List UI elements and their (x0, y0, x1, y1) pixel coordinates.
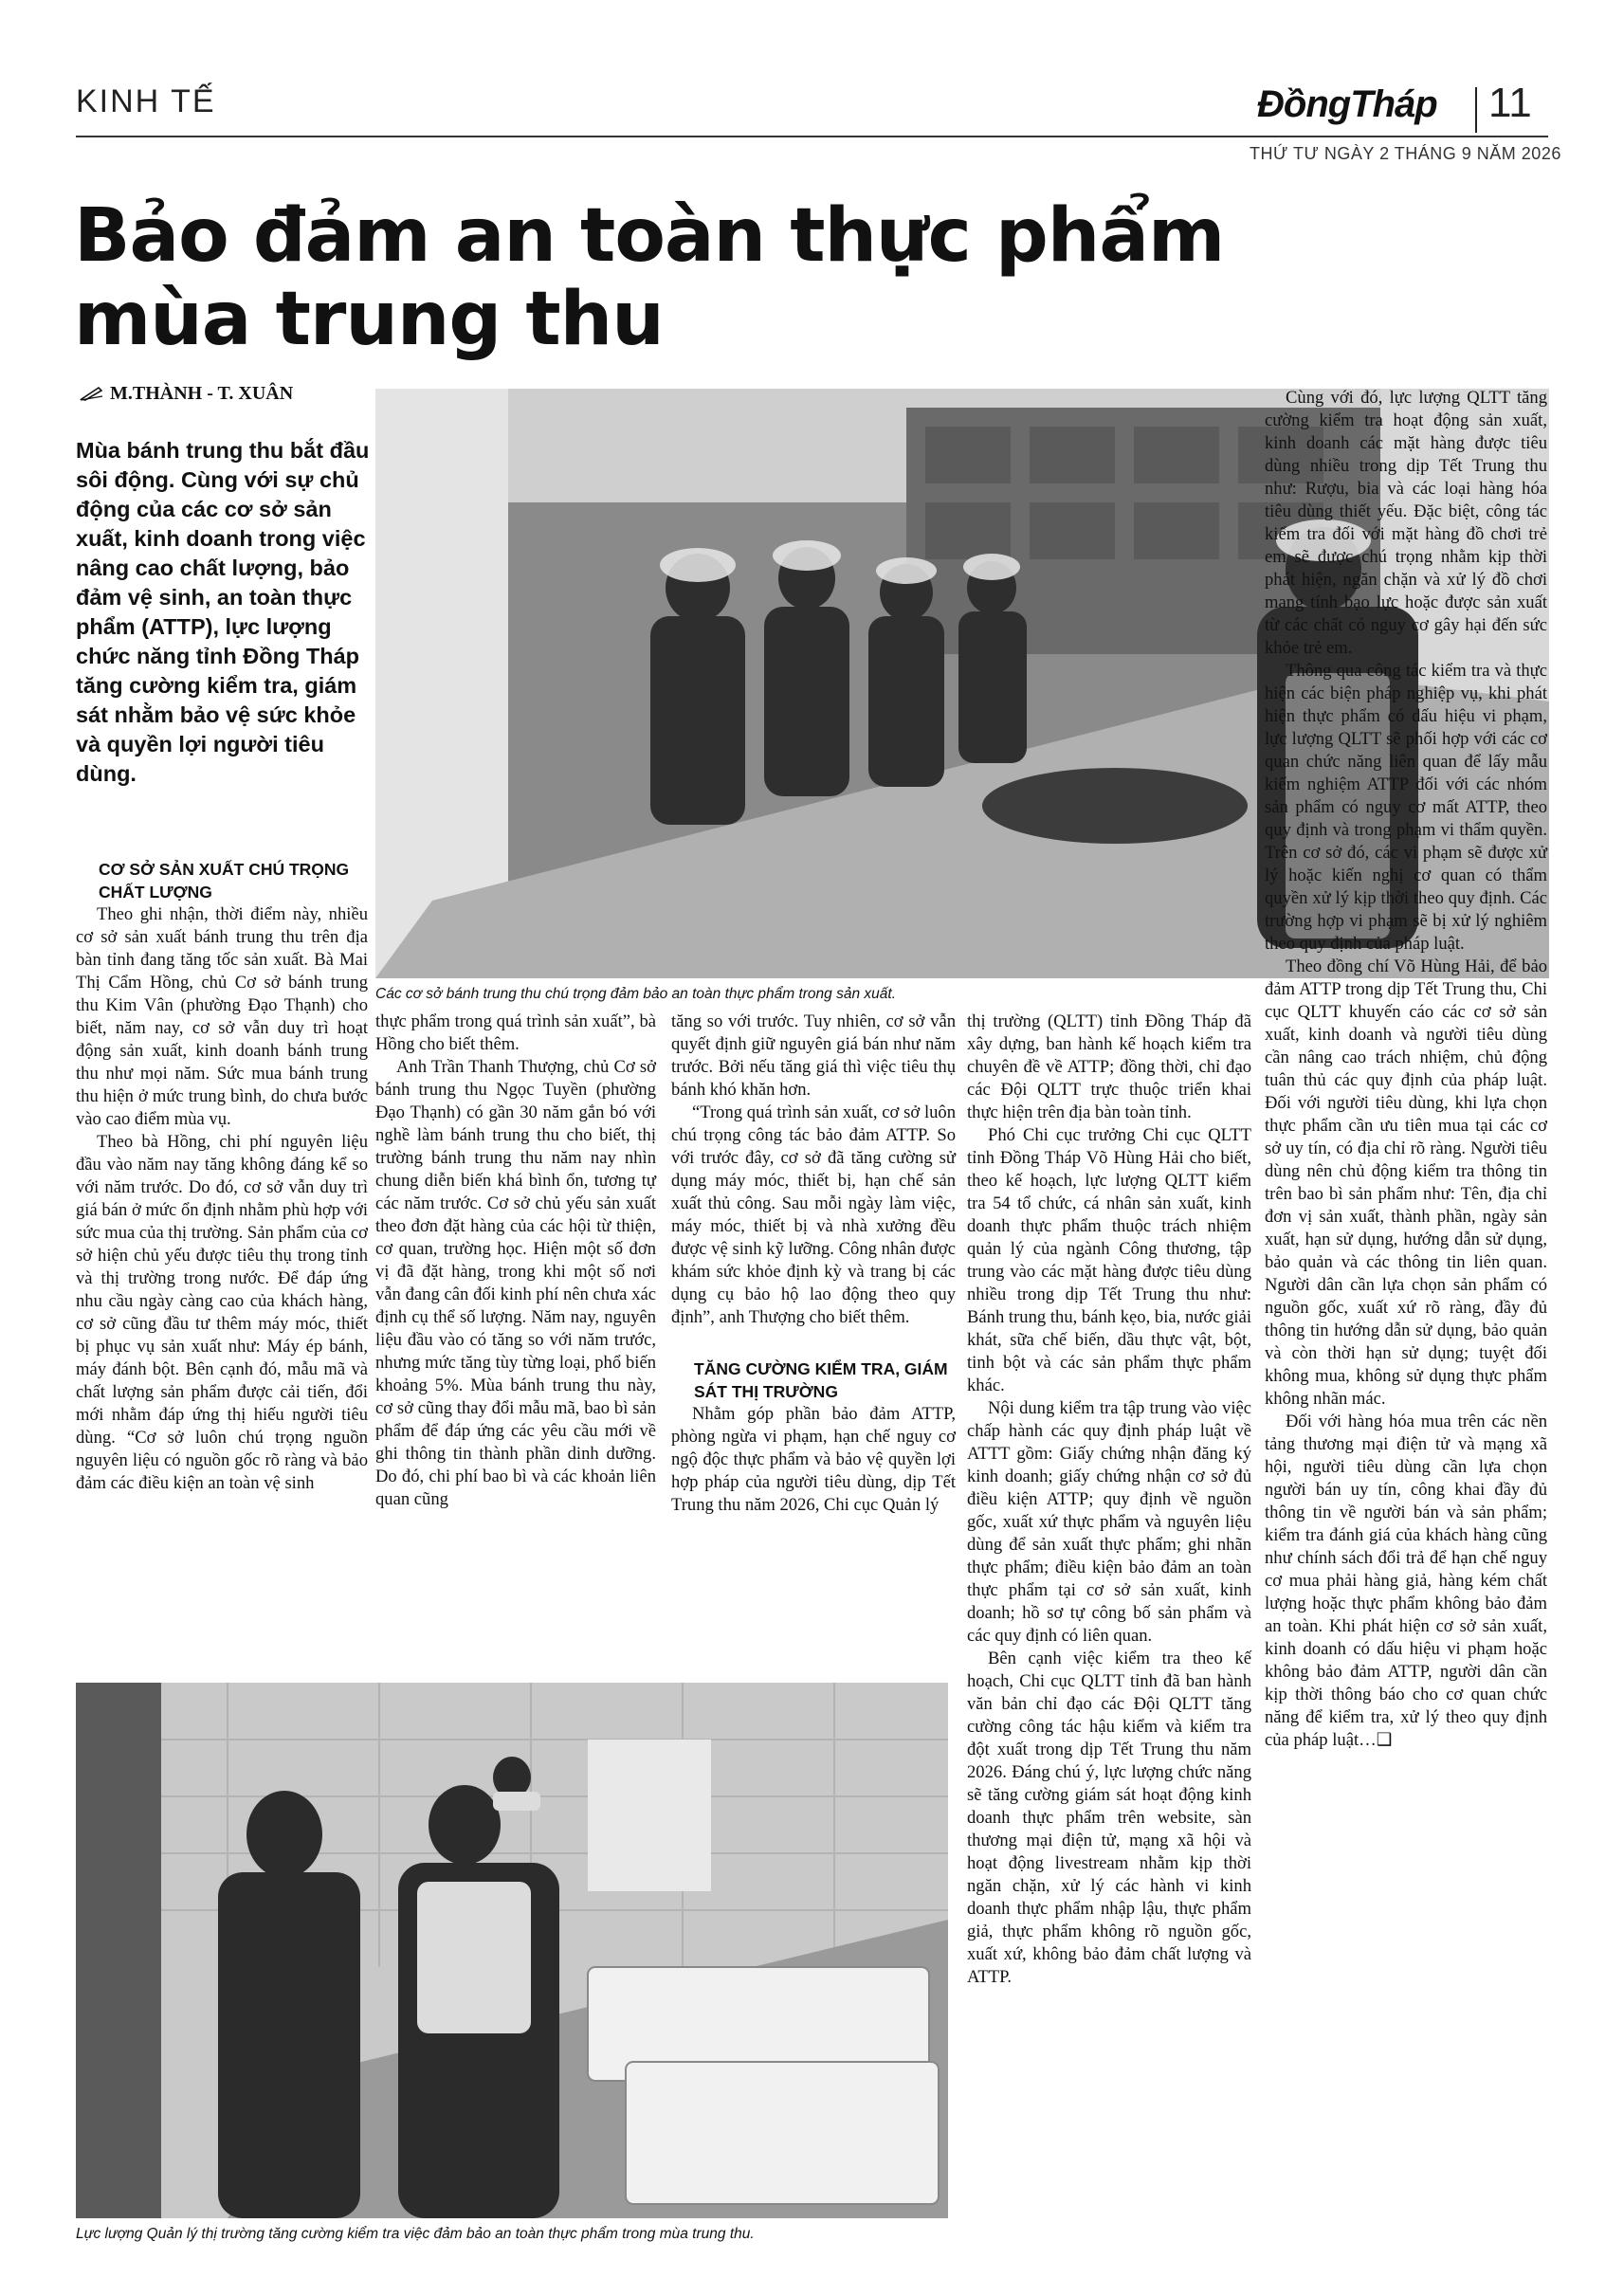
column-1-text (76, 903, 368, 1495)
masthead-logo: ĐồngTháp (1257, 83, 1437, 125)
paragraph: Phó Chi cục trưởng Chi cục QLTT tỉnh Đồng Tháp Võ Hùng Hải cho biết, theo kế hoạch, lực lượng QLTT kiểm tra 54 tổ chức, cá nhân sản xuất, kinh doanh thực phẩm thuộc trách nhiệm quản lý của ngành Công thương, tập trung vào các mặt hàng được tiêu dùng nhiều trong dịp Tết Trung thu như: Bánh trung thu, bánh kẹo, bia, nước giải khát, sữa chế biến, dầu thực vật, bột, tinh bột và các sản phẩm thực phẩm khác. (967, 1125, 1251, 1395)
paragraph: Anh Trần Thanh Thượng, chủ Cơ sở bánh trung thu Ngọc Tuyền (phường Đạo Thạnh) có gần 30 năm gắn bó với nghề làm bánh trung thu cho biết, thị trường bánh trung thu năm nay nhìn chung diễn biến khá bình ổn, tương tự các năm trước. Cơ sở chủ yếu sản xuất theo đơn đặt hàng của các hội từ thiện, cơ quan, trường học. Hiện một số đơn vị đã đặt hàng, trong khi một số nơi vẫn đang cân đối kinh phí nên chưa xác định cụ thể số lượng. Năm nay, nguyên liệu đầu vào có tăng so với năm trước, nhưng mức tăng tùy từng loại, phổ biến khoảng 5%. Mùa bánh trung thu này, cơ sở cũng thay đổi mẫu mã, bao bì sản phẩm để đáp ứng các yêu cầu mới về ghi thông tin thành phần dinh dưỡng. Do đó, chi phí bao bì và các khoản liên quan cũng (375, 1057, 656, 1509)
issue-date: THỨ TƯ NGÀY 2 THÁNG 9 NĂM 2026 (1250, 144, 1561, 163)
paragraph: Theo bà Hồng, chi phí nguyên liệu đầu vào năm nay tăng không đáng kể so với năm trước. Do đó, cơ sở vẫn duy trì giá bán ở mức ổn định nhằm phù hợp với sức mua của thị trường. Sản phẩm của cơ sở hiện chủ yếu được tiêu thụ trong tỉnh và thị trường trong nước. Để đáp ứng nhu cầu ngày càng cao của khách hàng, cơ sở cũng đầu tư thêm máy móc, thiết bị phục vụ sản xuất như: Máy ép bánh, máy đánh bột. Bên cạnh đó, mẫu mã và chất lượng sản phẩm được cải tiến, đổi mới nhằm đáp ứng thị hiếu người tiêu dùng. “Cơ sở luôn chú trọng nguồn nguyên liệu có nguồn gốc rõ ràng và bảo đảm các điều kiện an toàn vệ sinh (76, 1132, 368, 1493)
bottom-photo-caption: Lực lượng Quản lý thị trường tăng cường kiểm tra việc đảm bảo an toàn thực phẩm trong mùa trung thu. (76, 2226, 755, 2242)
section-label: KINH TẾ (76, 83, 216, 119)
article-column-5 (1265, 387, 1547, 1752)
paragraph: Nhằm góp phần bảo đảm ATTP, phòng ngừa vi phạm, hạn chế nguy cơ ngộ độc thực phẩm và bảo vệ quyền lợi hợp pháp của người tiêu dùng, dịp Tết Trung thu năm 2026, Chi cục Quản lý (671, 1404, 956, 1515)
paragraph: Cùng với đó, lực lượng QLTT tăng cường kiểm tra hoạt động sản xuất, kinh doanh các mặt hàng được tiêu dùng nhiều trong dịp Tết Trung thu như: Rượu, bia và các loại hàng hóa tiêu dùng thiết yếu. Đặc biệt, công tác kiểm tra đối với mặt hàng đồ chơi trẻ em sẽ được chú trọng nhằm kịp thời phát hiện, ngăn chặn và xử lý đồ chơi mang tính bạo lực hoặc được sản xuất từ các chất có nguy cơ gây hại đến sức khỏe trẻ em. (1265, 388, 1547, 658)
paragraph: Nội dung kiểm tra tập trung vào việc chấp hành các quy định pháp luật về ATTT gồm: Giấy chứng nhận đăng ký kinh doanh; giấy chứng nhận cơ sở đủ điều kiện ATTP; quy định về nguồn gốc, xuất xứ thực phẩm và nguyên liệu dùng để sản xuất thực phẩm; ghi nhãn thực phẩm; điều kiện bảo đảm an toàn thực phẩm tại cơ sở sản xuất, kinh doanh; hồ sơ tự công bố sản phẩm và các quy định có liên quan. (967, 1398, 1251, 1646)
paragraph: Theo đồng chí Võ Hùng Hải, để bảo đảm ATTP trong dịp Tết Trung thu, Chi cục QLTT khuyến cáo các cơ sở sản xuất, kinh doanh và người tiêu dùng cần nâng cao trách nhiệm, chủ động tuân thủ các quy định của pháp luật. Đối với người tiêu dùng, khi lựa chọn thực phẩm cần ưu tiên mua tại các cơ sở uy tín, có địa chỉ rõ ràng. Người tiêu dùng nên chủ động kiểm tra thông tin trên bao bì sản phẩm như: Tên, địa chỉ đơn vị sản xuất, thành phần, ngày sản xuất, hạn sử dụng, hướng dẫn sử dụng, bảo quản và các thông tin liên quan. Người dân cần lựa chọn sản phẩm có nguồn gốc, xuất xứ rõ ràng, đầy đủ thông tin hướng dẫn sử dụng, bảo quản và còn thời hạn sử dụng; tuyệt đối không mua, không sử dụng thực phẩm không nhãn mác. (1265, 957, 1547, 1409)
paragraph: tăng so với trước. Tuy nhiên, cơ sở vẫn quyết định giữ nguyên giá bán như năm trước. Bởi nếu tăng giá thì việc tiêu thụ bánh khó khăn hơn. (671, 1011, 956, 1100)
column-3-text (671, 1011, 956, 1329)
header-rule (76, 136, 1548, 137)
bottom-photo (76, 1683, 948, 2218)
subhead-inspection: TĂNG CƯỜNG KIỂM TRA, GIÁM SÁT THỊ TRƯỜNG (694, 1359, 948, 1401)
article-lead: Mùa bánh trung thu bắt đầu sôi động. Cùng với sự chủ động của các cơ sở sản xuất, kinh doanh trong việc nâng cao chất lượng, bảo đảm vệ sinh, an toàn thực phẩm (ATTP), lực lượng chức năng tỉnh Đồng Tháp tăng cường kiểm tra, giám sát nhằm bảo vệ sức khỏe và quyền lợi người tiêu dùng. (76, 438, 370, 786)
top-photo-caption: Các cơ sở bánh trung thu chú trọng đảm bảo an toàn thực phẩm trong sản xuất. (375, 986, 897, 1002)
byline-authors: M.THÀNH - T. XUÂN (110, 383, 294, 404)
paragraph: “Trong quá trình sản xuất, cơ sở luôn chú trọng công tác bảo đảm ATTP. So với trước đây, cơ sở đã tăng cường sử dụng máy móc, thiết bị, hạn chế sản xuất thủ công. Sau mỗi ngày làm việc, máy móc, thiết bị và nhà xưởng đều được vệ sinh kỹ lưỡng. Công nhân được khám sức khỏe định kỳ và trang bị các dụng cụ bảo hộ lao động theo quy định”, anh Thượng cho biết thêm. (671, 1102, 956, 1327)
paragraph: Đối với hàng hóa mua trên các nền tảng thương mại điện tử và mạng xã hội, người tiêu dùng cần lựa chọn người bán uy tín, công khai đầy đủ thông tin về người bán và sản phẩm; kiểm tra đánh giá của khách hàng cũng như chính sách đổi trả để hạn chế nguy cơ mua phải hàng giả, hàng kém chất lượng hoặc thực phẩm không bảo đảm an toàn. Khi phát hiện cơ sở sản xuất, kinh doanh có dấu hiệu vi phạm hoặc không bảo đảm ATTP, người dân cần kịp thời thông báo cho cơ quan chức năng để kiểm tra, xử lý theo quy định của pháp luật…❑ (1265, 1412, 1547, 1750)
article-headline: Bảo đảm an toàn thực phẩm mùa trung thu (74, 193, 1225, 362)
byline (80, 383, 293, 405)
article-column-1 (76, 858, 368, 1495)
column-3-text-b (671, 1403, 956, 1517)
page-number: 11 (1488, 80, 1532, 126)
inspection-officers-image (76, 1683, 948, 2218)
article-column-2 (375, 1011, 656, 1511)
article-column-4 (967, 1011, 1251, 1989)
paragraph: Theo ghi nhận, thời điểm này, nhiều cơ sở sản xuất bánh trung thu trên địa bàn tỉnh đang tăng tốc sản xuất. Bà Mai Thị Cẩm Hồng, chủ Cơ sở bánh trung thu Kim Vân (phường Đạo Thạnh) cho biết, năm nay, cơ sở vẫn duy trì hoạt động sản xuất, kinh doanh bánh trung thu như mọi năm. Sức mua bánh trung thu hiện ở mức trung bình, do chưa bước vào cao điểm mùa vụ. (76, 904, 368, 1129)
paragraph: thực phẩm trong quá trình sản xuất”, bà Hồng cho biết thêm. (375, 1011, 656, 1054)
pen-icon (80, 386, 104, 401)
header-divider (1475, 87, 1477, 133)
paragraph: thị trường (QLTT) tỉnh Đồng Tháp đã xây dựng, ban hành kế hoạch kiểm tra chuyên đề về ATTP; đồng thời, chỉ đạo các Đội QLTT trực thuộc triển khai thực hiện trên địa bàn toàn tỉnh. (967, 1011, 1251, 1122)
subhead-production: CƠ SỞ SẢN XUẤT CHÚ TRỌNG CHẤT LƯỢNG (99, 860, 350, 902)
paragraph: Thông qua công tác kiểm tra và thực hiện các biện pháp nghiệp vụ, khi phát hiện thực phẩm có dấu hiệu vi phạm, lực lượng QLTT sẽ phối hợp với các cơ quan chức năng liên quan để lấy mẫu kiểm nghiệm ATTP đối với các nhóm sản phẩm có nguy cơ mất ATTP, theo quy định và trong phạm vi thẩm quyền. Trên cơ sở đó, các vi phạm sẽ được xử lý hoặc kiến nghị cơ quan có thẩm quyền xử lý kịp thời theo quy định. Các trường hợp vi phạm sẽ bị xử lý nghiêm theo quy định của pháp luật. (1265, 661, 1547, 954)
article-column-3 (671, 1011, 956, 1517)
paragraph: Bên cạnh việc kiểm tra theo kế hoạch, Chi cục QLTT tỉnh đã ban hành văn bản chỉ đạo các Đội QLTT tăng cường công tác hậu kiểm và kiểm tra đột xuất trong dịp Tết Trung thu năm 2026. Đáng chú ý, lực lượng chức năng sẽ tăng cường giám sát hoạt động kinh doanh thực phẩm trên website, sàn thương mại điện tử, mạng xã hội và hoạt động livestream nhằm kịp thời ngăn chặn, xử lý các hành vi kinh doanh thực phẩm nhập lậu, thực phẩm giả, thực phẩm không rõ nguồn gốc, xuất xứ, không bảo đảm chất lượng và ATTP. (967, 1649, 1251, 1987)
